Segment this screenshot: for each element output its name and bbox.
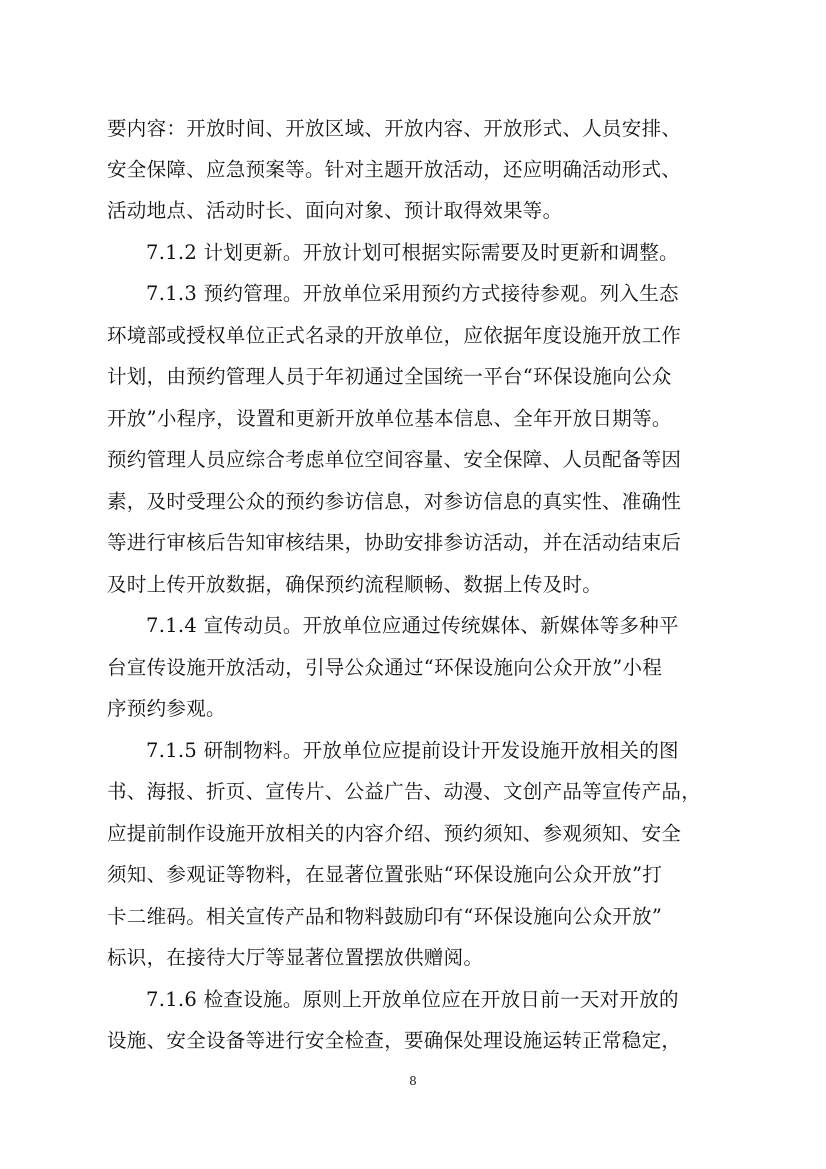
body-text-line: 台宣传设施开放活动，引导公众通过“环保设施向公众开放”小程 xyxy=(107,656,663,679)
body-text-line: 卡二维码。相关宣传产品和物料鼓励印有“环保设施向公众开放” xyxy=(107,905,663,928)
section-7-1-6-text: 7.1.6 检查设施。原则上开放单位应在开放日前一天对开放的 xyxy=(146,988,679,1011)
body-text-line: 素，及时受理公众的预约参访信息，对参访信息的真实性、准确性 xyxy=(107,490,682,513)
body-text-line: 序预约参观。 xyxy=(107,697,226,720)
body-text-line: 应提前制作设施开放相关的内容介绍、预约须知、参观须知、安全 xyxy=(107,822,682,845)
body-text-line: 开放”小程序，设置和更新开放单位基本信息、全年开放日期等。 xyxy=(107,407,672,430)
body-text-line: 计划，由预约管理人员于年初通过全国统一平台“环保设施向公众 xyxy=(107,365,672,388)
page-number: 8 xyxy=(409,1074,417,1088)
section-7-1-2-text: 7.1.2 计划更新。开放计划可根据实际需要及时更新和调整。 xyxy=(146,241,679,264)
body-text-line: 书、海报、折页、宣传片、公益广告、动漫、文创产品等宣传产品， xyxy=(107,780,702,803)
body-text-line: 标识，在接待大厅等显著位置摆放供赠阅。 xyxy=(107,946,484,969)
body-text-line: 要内容：开放时间、开放区域、开放内容、开放形式、人员安排、 xyxy=(107,117,682,140)
body-text-line: 须知、参观证等物料，在显著位置张贴“环保设施向公众开放”打 xyxy=(107,863,663,886)
body-text-line: 安全保障、应急预案等。针对主题开放活动，还应明确活动形式、 xyxy=(107,158,682,181)
body-text-line: 环境部或授权单位正式名录的开放单位，应依据年度设施开放工作 xyxy=(107,324,682,347)
section-7-1-4-text: 7.1.4 宣传动员。开放单位应通过传统媒体、新媒体等多种平 xyxy=(146,614,679,637)
body-text-line: 及时上传开放数据，确保预约流程顺畅、数据上传及时。 xyxy=(107,573,603,596)
body-text-line: 设施、安全设备等进行安全检查，要确保处理设施运转正常稳定， xyxy=(107,1029,682,1052)
section-7-1-5-text: 7.1.5 研制物料。开放单位应提前设计开发设施开放相关的图 xyxy=(146,739,679,762)
body-text-line: 活动地点、活动时长、面向对象、预计取得效果等。 xyxy=(107,199,563,222)
section-7-1-3-text: 7.1.3 预约管理。开放单位采用预约方式接待参观。列入生态 xyxy=(146,282,679,305)
body-text-line: 预约管理人员应综合考虑单位空间容量、安全保障、人员配备等因 xyxy=(107,448,682,471)
body-text-line: 等进行审核后告知审核结果，协助安排参访活动，并在活动结束后 xyxy=(107,531,682,554)
